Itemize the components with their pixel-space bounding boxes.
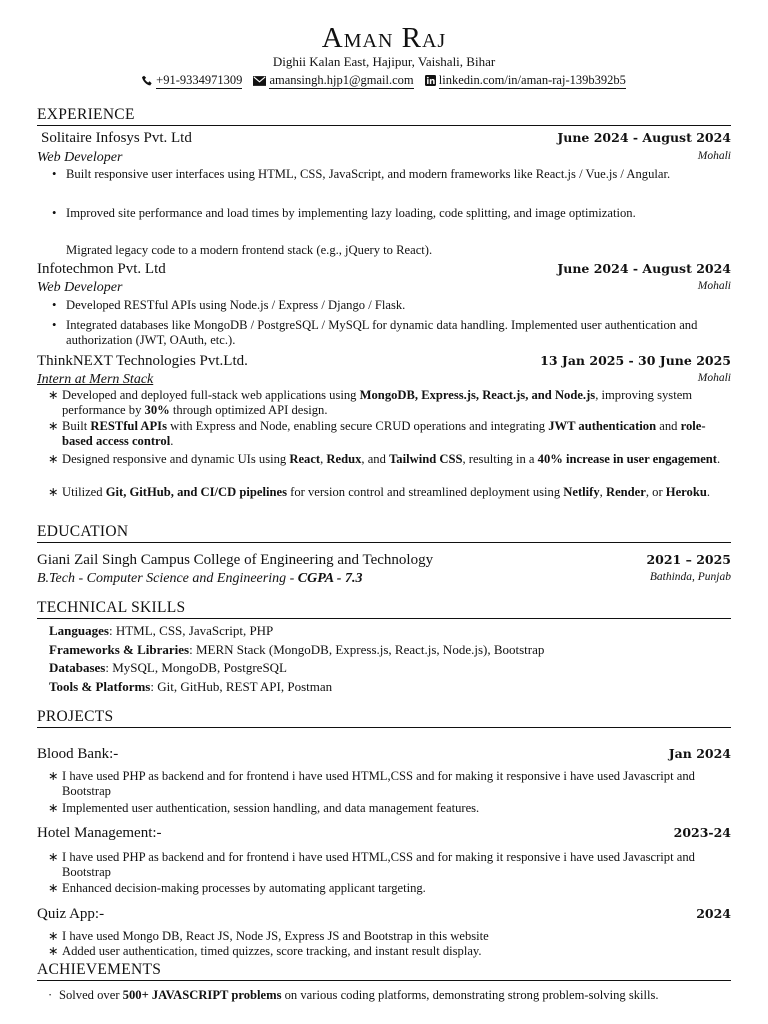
bullet-text: Improved site performance and load times by implementing lazy loading, code splitting, and image optimization. xyxy=(66,206,636,220)
achievements-section xyxy=(37,961,731,1002)
job-role: Web Developer xyxy=(37,280,123,295)
experience-section xyxy=(37,106,731,499)
school-name: Giani Zail Singh Campus College of Engineering and Technology xyxy=(37,552,434,568)
section-title-experience: EXPERIENCE xyxy=(37,106,731,126)
phone-icon xyxy=(142,75,153,86)
bullet: ∗ Developed and deployed full-stack web applications using MongoDB, Express.js, React.js, and Node.js, improving system performance by 30% through optimized API design. xyxy=(37,388,731,418)
linkedin-link[interactable]: linkedin.com/in/aman-raj-139b392b5 xyxy=(438,73,626,87)
bullet-text: Enhanced decision-making processes by automating applicant targeting. xyxy=(62,881,426,895)
skills-section xyxy=(37,599,731,694)
bullet: ∗ Enhanced decision-making processes by automating applicant targeting. xyxy=(37,881,731,896)
project-name: Hotel Management:- xyxy=(37,825,162,841)
bullet: ∗ Designed responsive and dynamic UIs using React, Redux, and Tailwind CSS, resulting in a 40% increase in user engagement. xyxy=(37,452,731,467)
bullet-text: Built responsive user interfaces using HTML, CSS, JavaScript, and modern frameworks like React.js / Vue.js / Angular. xyxy=(66,167,671,181)
bullet-text: Developed and deployed full-stack web applications using MongoDB, Express.js, React.js, and Node.js, improving system performance by 30% through optimized API design. xyxy=(62,388,693,417)
project-date: 2023-24 xyxy=(673,825,731,840)
job-company: Solitaire Infosys Pvt. Ltd xyxy=(41,130,192,146)
job-header xyxy=(37,352,731,370)
envelope-icon xyxy=(253,76,266,86)
projects-section xyxy=(37,708,731,958)
education-years: 2021 – 2025 xyxy=(646,552,731,567)
job-dates: 13 Jan 2025 - 30 June 2025 xyxy=(540,353,731,368)
phone-contact[interactable] xyxy=(142,73,242,88)
job-location: Mohali xyxy=(697,280,731,292)
bullet: · Solved over 500+ JAVASCRIPT problems on various coding platforms, demonstrating strong problem-solving skills. xyxy=(37,988,731,1003)
project-header xyxy=(37,824,731,842)
address: Dighii Kalan East, Hajipur, Vaishali, Bihar xyxy=(272,54,496,69)
education-location: Bathinda, Punjab xyxy=(649,571,731,583)
job-location: Mohali xyxy=(697,372,731,384)
bullet-text: Added user authentication, timed quizzes, score tracking, and instant result display. xyxy=(62,944,482,958)
job-dates: June 2024 - August 2024 xyxy=(557,261,731,276)
job-header xyxy=(41,129,731,147)
bullet-text: Built RESTful APIs with Express and Node, enabling secure CRUD operations and integrating JWT authentication and role-based access control. xyxy=(62,419,706,448)
cgpa: CGPA - 7.3 xyxy=(297,571,363,586)
bullet: ∗ Utilized Git, GitHub, and CI/CD pipelines for version control and streamlined deployment using Netlify, Render, or Heroku. xyxy=(37,485,731,500)
bullet: ∗ Built RESTful APIs with Express and Node, enabling secure CRUD operations and integrating JWT authentication and role-based access control. xyxy=(37,419,731,449)
bullet: • Built responsive user interfaces using HTML, CSS, JavaScript, and modern frameworks like React.js / Vue.js / Angular. xyxy=(37,167,731,182)
bullet: • Improved site performance and load times by implementing lazy loading, code splitting, and image optimization. xyxy=(37,206,731,221)
project-header xyxy=(37,745,731,763)
section-title-skills: TECHNICAL SKILLS xyxy=(37,599,731,619)
job-location: Mohali xyxy=(697,150,731,162)
bullet-text: Integrated databases like MongoDB / PostgreSQL / MySQL for dynamic data handling. Implemented user authentication and authorization (JWT, OAuth, etc.). xyxy=(66,318,698,347)
job-role-row xyxy=(37,278,731,296)
bullet-text: Developed RESTful APIs using Node.js / Express / Django / Flask. xyxy=(66,298,406,312)
job-dates: June 2024 - August 2024 xyxy=(557,130,731,145)
section-title-education: EDUCATION xyxy=(37,523,731,543)
email-link[interactable]: amansingh.hjp1@gmail.com xyxy=(269,73,414,87)
skill-row: Tools & Platforms: Git, GitHub, REST API, Postman xyxy=(49,679,333,694)
project-date: 2024 xyxy=(696,906,731,921)
job-role-row xyxy=(37,148,731,166)
degree: B.Tech - Computer Science and Engineering - xyxy=(37,571,298,586)
bullet xyxy=(37,243,731,258)
bullet: • Developed RESTful APIs using Node.js / Express / Django / Flask. xyxy=(37,298,731,313)
bullet-text: Designed responsive and dynamic UIs using React, Redux, and Tailwind CSS, resulting in a 40% increase in user engagement. xyxy=(62,452,721,466)
candidate-name: Aman Raj xyxy=(321,22,447,54)
job-company: ThinkNEXT Technologies Pvt.Ltd. xyxy=(37,353,248,369)
project-name: Blood Bank:- xyxy=(37,746,119,762)
education-header xyxy=(37,551,731,569)
bullet-text: I have used PHP as backend and for frontend i have used HTML,CSS and for making it responsive i have used Javascript and Bootstrap xyxy=(62,769,695,798)
bullet: • Integrated databases like MongoDB / PostgreSQL / MySQL for dynamic data handling. Implemented user authentication and authorization (JWT, OAuth, etc.). xyxy=(37,318,731,348)
job-company: Infotechmon Pvt. Ltd xyxy=(37,261,166,277)
skill-row: Databases: MySQL, MongoDB, PostgreSQL xyxy=(49,660,288,675)
job-header xyxy=(37,260,731,278)
phone-link[interactable]: +91-9334971309 xyxy=(156,73,243,87)
job-role: Intern at Mern Stack xyxy=(37,372,154,387)
skill-row: Frameworks & Libraries: MERN Stack (MongoDB, Express.js, React.js, Node.js), Bootstrap xyxy=(49,642,545,657)
bullet-text: I have used Mongo DB, React JS, Node JS, Express JS and Bootstrap in this website xyxy=(62,929,489,943)
bullet: ∗ Added user authentication, timed quizzes, score tracking, and instant result display. xyxy=(37,944,731,959)
skill-row: Languages: HTML, CSS, JavaScript, PHP xyxy=(49,623,274,638)
linkedin-icon xyxy=(425,75,436,86)
email-contact[interactable] xyxy=(253,73,413,88)
section-title-projects: PROJECTS xyxy=(37,708,731,728)
education-section xyxy=(37,523,731,586)
bullet-text: Migrated legacy code to a modern frontend stack (e.g., jQuery to React). xyxy=(66,243,433,257)
bullet: ∗ Implemented user authentication, session handling, and data management features. xyxy=(37,801,731,816)
contact-bar xyxy=(0,73,768,88)
bullet: ∗ I have used PHP as backend and for frontend i have used HTML,CSS and for making it responsive i have used Javascript and Bootstrap xyxy=(37,769,731,799)
bullet-text: Solved over 500+ JAVASCRIPT problems on various coding platforms, demonstrating strong problem-solving skills. xyxy=(59,988,659,1002)
job-role-row xyxy=(37,370,731,388)
project-date: Jan 2024 xyxy=(668,746,731,761)
project-name: Quiz App:- xyxy=(37,906,105,922)
bullet-text: Implemented user authentication, session handling, and data management features. xyxy=(62,801,480,815)
linkedin-contact[interactable] xyxy=(425,73,626,88)
education-degree-row xyxy=(37,569,731,587)
bullet-text: I have used PHP as backend and for frontend i have used HTML,CSS and for making it responsive i have used Javascript and Bootstrap xyxy=(62,850,695,879)
project-header xyxy=(37,905,731,923)
job-role: Web Developer xyxy=(37,150,123,165)
section-title-achievements: ACHIEVEMENTS xyxy=(37,961,731,981)
bullet-text: Utilized Git, GitHub, and CI/CD pipelines for version control and streamlined deployment using Netlify, Render, or Heroku. xyxy=(62,485,710,499)
bullet: ∗ I have used Mongo DB, React JS, Node JS, Express JS and Bootstrap in this website xyxy=(37,929,731,944)
bullet: ∗ I have used PHP as backend and for frontend i have used HTML,CSS and for making it responsive i have used Javascript and Bootstrap xyxy=(37,850,731,880)
